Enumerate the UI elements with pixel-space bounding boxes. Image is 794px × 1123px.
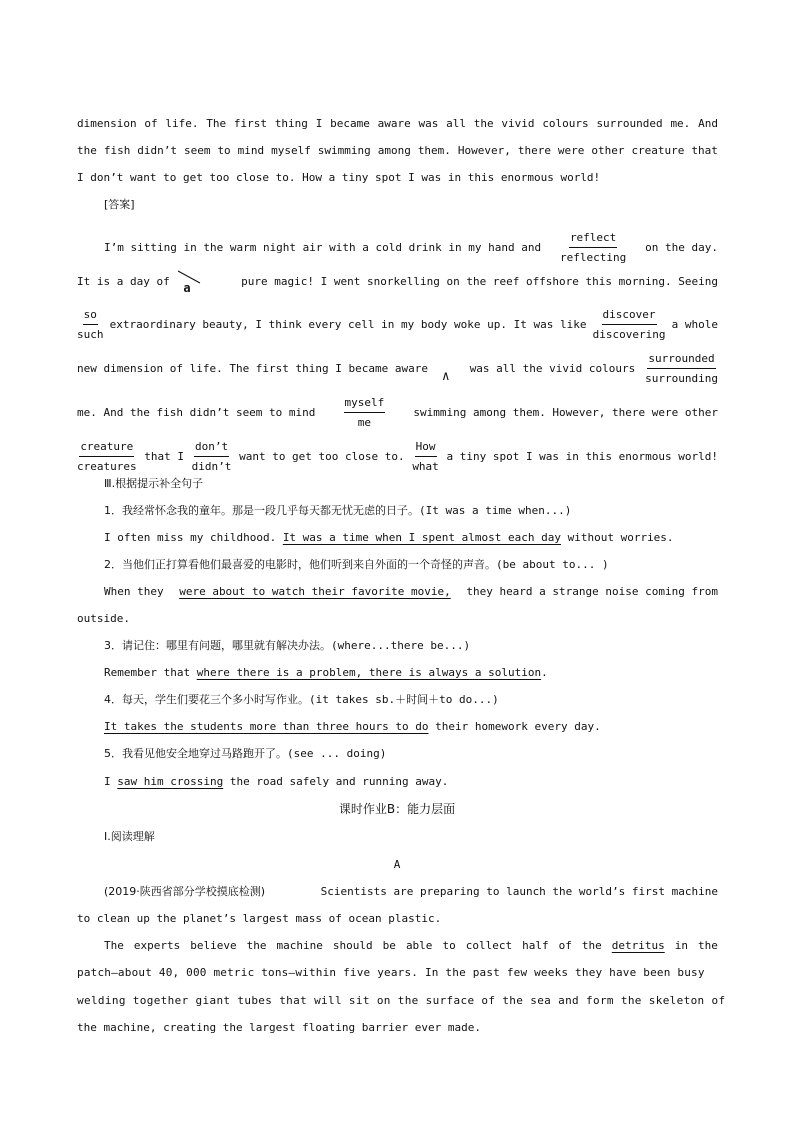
answer-underlined: were about to watch their favorite movie, [179,585,451,598]
passage-a-line-3 [104,932,718,959]
original-word: reflect [569,228,617,248]
answer-text: on the day. [645,241,718,254]
correction-fraction [560,228,626,267]
original-word: creature [79,437,134,457]
word: in [674,939,689,952]
original-word: surrounded [647,349,715,369]
word: half [522,939,549,952]
answer-line-5 [77,393,718,432]
answer-text: pure magic! I went snorkelling on the reef offshore this morning. Seeing [241,275,718,288]
word: aware [377,117,411,130]
corrected-word: reflecting [560,251,627,264]
word: myself [271,144,311,157]
corrected-word: discovering [592,328,666,341]
answer-post: they heard a strange noise coming from [466,585,718,598]
answer-line-1 [104,228,718,267]
answer-underlined: saw him crossing [117,775,224,788]
exercise-answer-4 [104,713,718,740]
word: were [557,144,585,157]
prompt-hint: (where...there be...) [331,639,471,652]
word: the [77,144,97,157]
answer-text: that I [144,450,185,463]
word: to [442,939,456,952]
answer-line-2 [77,268,718,295]
original-word: so [83,305,98,325]
corrected-word: me [357,416,372,429]
word: should [332,939,373,952]
word: surrounded [596,117,663,130]
word: first [233,117,268,130]
word: the [473,117,494,130]
word: life. [165,117,199,130]
original-word: How [415,437,437,457]
prompt-hint: (see ... doing) [287,747,387,760]
word: the [698,939,718,952]
answer-text: I’m sitting in the warm night air with a cold drink in my hand and [104,241,542,254]
passage-line-1 [77,110,718,137]
answer-text: new dimension of life. The first thing I became aware [77,362,428,375]
answer-line-3 [77,305,718,344]
word: the [246,939,267,952]
passage-a-line-2: to clean up the planet’s largest mass of ocean plastic. [77,912,442,925]
word: of [558,939,572,952]
word: other [591,144,625,157]
passage-letter: A [393,858,401,871]
answer-post: . [541,666,548,679]
answer-text: extraordinary beauty, I think every cell in my body woke up. It was like [109,318,587,331]
answer-label: [答案] [104,198,135,211]
word: them. [417,144,451,157]
answer-text: It is a day of [77,275,170,288]
exercise-answer-2 [104,578,718,605]
answer-text: want to get too close to. [239,450,405,463]
word: thing [274,117,308,130]
passage-source: (2019·陕西省部分学校摸底检测) [104,885,266,898]
correction-fraction [344,393,386,432]
word: believe [190,939,237,952]
correction-fraction [593,305,666,344]
answer-pre: When they [104,585,164,598]
word: The [104,939,124,952]
word: However, [457,144,511,157]
exercise-answer-5 [104,768,718,795]
section-heading: Ⅲ.根据提示补全句子 [104,477,204,490]
word: And [698,117,718,130]
exercise-answer-2-cont: outside. [77,612,130,625]
exercise-prompt-3 [104,632,718,659]
word: became [330,117,370,130]
original-word: discover [602,305,657,325]
word: swimming [317,144,371,157]
passage-a-line-4: patch—about 40, 000 metric tons—within five years. In the past few weeks they have been busy [77,966,705,979]
prompt-text: 2．当他们正打算看他们最喜爱的电影时，他们听到来自外面的一个奇怪的声音。 [104,558,496,571]
underlined-word: detritus [611,939,665,952]
passage-a-line-5: welding together giant tubes that will sit on the surface of the sea and form the skeleton of [77,994,726,1007]
word: was [418,117,439,130]
exercise-prompt-4 [104,686,718,713]
passage-text: Scientists are preparing to launch the world’s first machine [320,885,718,898]
answer-underlined: where there is a problem, there is always a solution [196,666,542,679]
word: able [405,939,433,952]
answer-pre: I often miss my childhood. [104,531,277,544]
word: that [691,144,718,157]
word: experts [133,939,181,952]
exercise-prompt-2 [104,551,718,578]
answer-text: a tiny spot I was in this enormous world! [446,450,718,463]
original-word: don’t [194,437,229,457]
exercise-prompt-1 [104,497,718,524]
prompt-text: 5．我看见他安全地穿过马路跑开了。 [104,747,287,760]
passage-line-2 [77,137,718,164]
answer-post: their homework every day. [435,720,601,733]
answer-text: a whole [671,318,718,331]
answer-pre: Remember that [104,666,191,679]
passage-a-line-6: the machine, creating the largest floating barrier ever made. [77,1021,481,1034]
corrected-word: didn’t [191,460,232,473]
answer-text: swimming among them. However, there were other [413,406,718,419]
inserted-word: a [183,281,191,295]
word: The [206,117,227,130]
word: there [517,144,551,157]
word: the [581,939,602,952]
answer-underlined: It takes the students more than three hours to do [104,720,429,733]
answer-text: me. And the fish didn’t seem to mind [77,406,316,419]
answer-post: without worries. [567,531,674,544]
corrected-word: what [412,460,439,473]
word: to [217,144,231,157]
prompt-hint: (be about to... ) [496,558,609,571]
answer-underlined: It was a time when I spent almost each day [282,531,561,544]
corrected-word: such [77,328,104,341]
word: creature [631,144,685,157]
word: be [382,939,396,952]
exercise-answer-1 [104,524,718,551]
passage-a-line-1 [104,878,718,905]
answer-post: the road safely and running away. [229,775,449,788]
correction-fraction [645,349,718,388]
prompt-text: 4．每天，学生们要花三个多小时写作业。 [104,693,309,706]
corrected-word: creatures [77,460,137,473]
prompt-text: 3．请记住：哪里有问题，哪里就有解决办法。 [104,639,331,652]
answer-line-4 [77,349,718,388]
corrected-word: surrounding [645,372,718,385]
word: didn’t [137,144,178,157]
homework-title: 课时作业B：能力层面 [338,802,456,816]
word: seem [183,144,211,157]
word: all [446,117,467,130]
prompt-hint: (it takes sb.＋时间＋to do...) [309,693,499,706]
caret-icon: ∧ [441,368,450,384]
word: collect [465,939,513,952]
answer-pre: I [104,775,111,788]
word: colours [542,117,589,130]
word: fish [103,144,131,157]
prompt-hint: (It was a time when...) [419,504,572,517]
word: I [315,117,323,130]
word: machine [276,939,323,952]
exercise-answer-3 [104,659,718,686]
correction-fraction [77,305,104,344]
word: vivid [501,117,535,130]
word: mind [237,144,265,157]
original-word: myself [344,393,386,413]
answer-text: was all the vivid colours [469,362,636,375]
word: among [377,144,411,157]
word: dimension [77,117,137,130]
reading-heading: Ⅰ.阅读理解 [104,830,155,843]
word: of [144,117,158,130]
word: me. [670,117,691,130]
passage-line-3: I don’t want to get too close to. How a tiny spot I was in this enormous world! [77,171,601,184]
exercise-prompt-5 [104,740,718,767]
prompt-text: 1．我经常怀念我的童年。那是一段几乎每天都无忧无虑的日子。 [104,504,419,517]
